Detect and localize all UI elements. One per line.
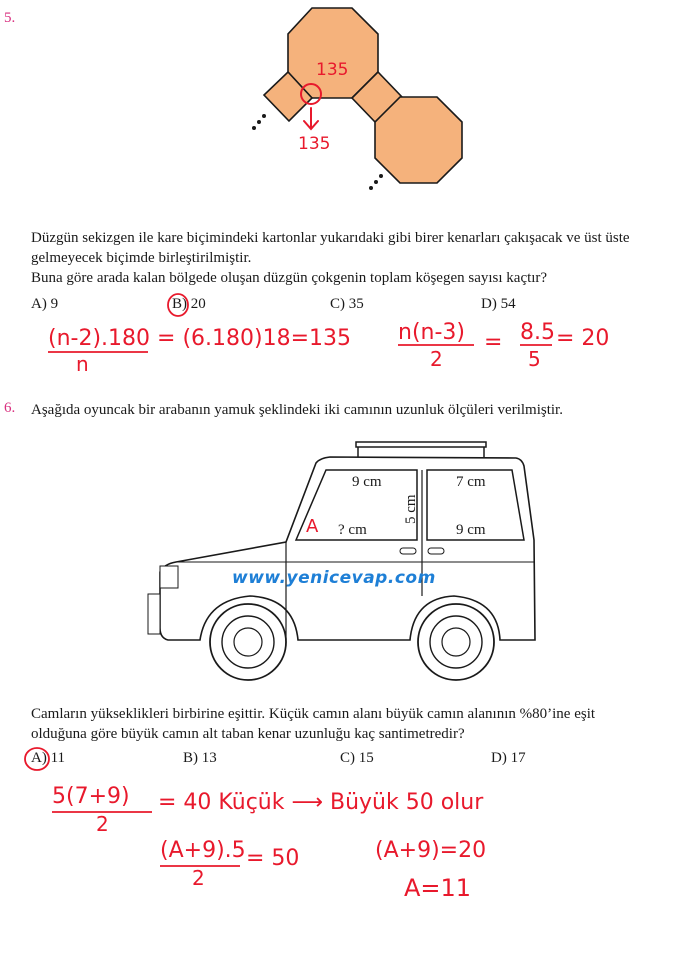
angle-label-top: 135 — [316, 60, 349, 80]
watermark: www.yenicevap.com — [232, 568, 436, 588]
q6-option-b[interactable]: B) 13 — [183, 750, 217, 766]
q5-text-line-2: gelmeyecek biçimde birleştirilmiştir. — [31, 250, 252, 266]
window-mark-a: A — [306, 516, 319, 537]
q6-work-line2-rest: = 50 — [246, 846, 300, 871]
q6-work-line2-right: (A+9)=20 — [375, 838, 487, 863]
q5-work-mid-denominator: 5 — [528, 347, 541, 371]
q6-option-d[interactable]: D) 17 — [491, 750, 526, 766]
q5-work-mid-numerator: 8.5 — [520, 320, 555, 345]
angle-label-bottom: 135 — [298, 134, 331, 154]
q6-work-line2-numerator: (A+9).5 — [160, 838, 246, 863]
q6-work-line1-numerator: 5(7+9) — [52, 784, 130, 809]
question-6-number: 6. — [4, 400, 16, 416]
q5-work-left: (n-2).180 = (6.180)18=135 — [48, 326, 352, 351]
q5-text-line-3: Buna göre arada kalan bölgede oluşan düzgün çokgenin toplam köşegen sayısı kaçtır? — [31, 270, 548, 286]
q6-text-line-2: olduğuna göre büyük camın alt taban kenar uzunluğu kaç santimetredir? — [31, 726, 465, 742]
q6-answer-circle — [25, 748, 49, 770]
q6-work-line1-denominator: 2 — [96, 812, 109, 836]
q6-work-line1-rest: = 40 Küçük ⟶ Büyük 50 olur — [158, 790, 484, 815]
question-5-number: 5. — [4, 10, 16, 26]
q5-work-left-denominator: n — [76, 352, 89, 376]
q5-work-equals: = — [484, 330, 503, 355]
q6-work-result: A=11 — [404, 874, 472, 902]
window-height-length: 5 cm — [403, 494, 419, 524]
q5-option-d[interactable]: D) 54 — [481, 296, 516, 312]
window-bottom-left-length: ? cm — [338, 522, 367, 538]
q6-option-a[interactable]: A) 11 — [31, 750, 66, 766]
q6-option-c[interactable]: C) 15 — [340, 750, 374, 766]
window-bottom-right-length: 9 cm — [456, 522, 486, 538]
window-top-right-length: 7 cm — [456, 474, 486, 490]
q5-work-result: = 20 — [556, 326, 610, 351]
q5-work-right-denominator: 2 — [430, 347, 443, 371]
q6-work-line2-denominator: 2 — [192, 866, 205, 890]
q5-text-line-1: Düzgün sekizgen ile kare biçimindeki kartonlar yukarıdaki gibi birer kenarları çakışacak ve üst üste — [31, 230, 630, 246]
q6-intro: Aşağıda oyuncak bir arabanın yamuk şeklindeki iki camının uzunluk ölçüleri verilmiştir. — [31, 402, 563, 418]
window-top-left-length: 9 cm — [352, 474, 382, 490]
q5-work-right-numerator: n(n-3) — [398, 320, 465, 345]
q5-option-c[interactable]: C) 35 — [330, 296, 364, 312]
q5-option-a[interactable]: A) 9 — [31, 296, 59, 312]
q6-text-line-1: Camların yükseklikleri birbirine eşittir. Küçük camın alanı büyük camın alanının %80’ine eşit — [31, 706, 596, 722]
q5-option-b[interactable]: B) 20 — [172, 296, 206, 312]
